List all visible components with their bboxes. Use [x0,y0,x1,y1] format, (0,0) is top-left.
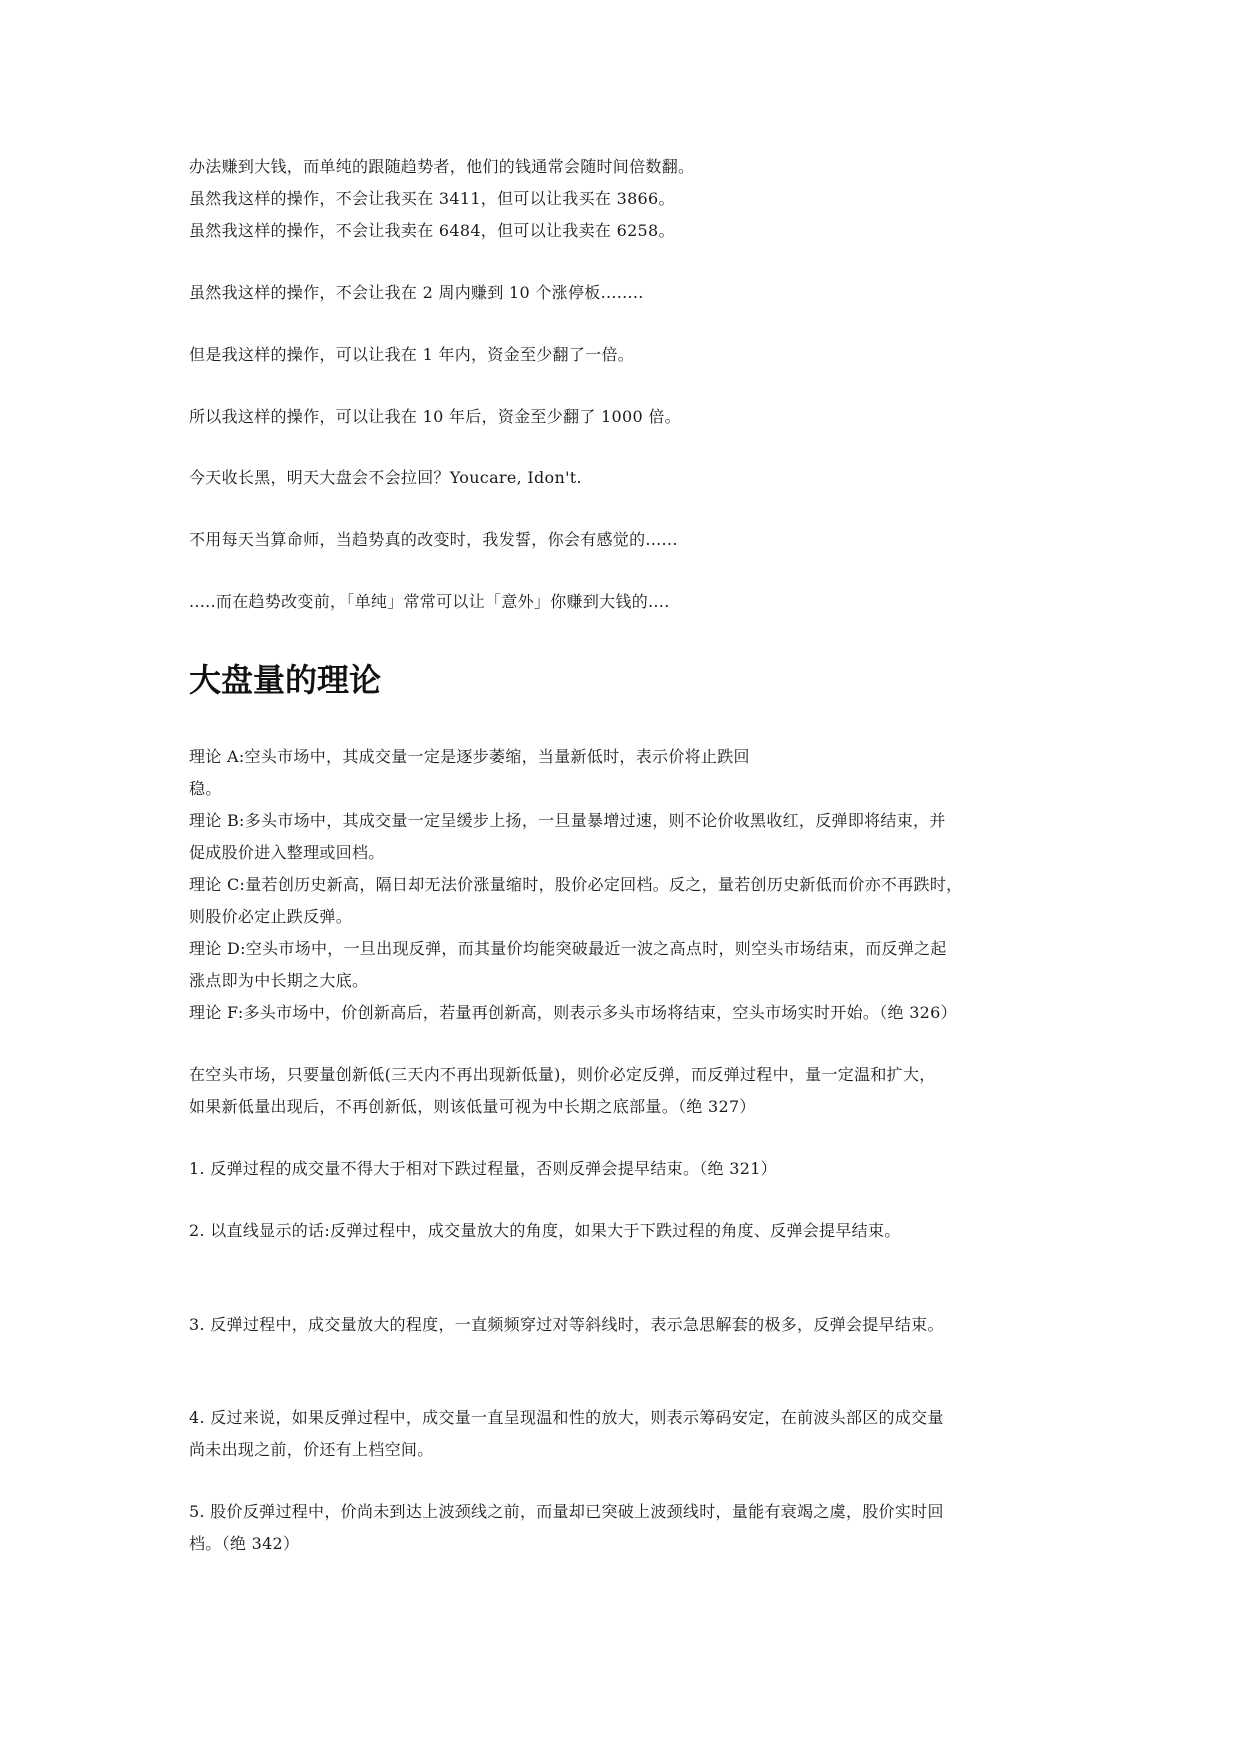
theory-c-line-2: 则股价必定止跌反弹。 [189,907,353,926]
intro-line-9: .....而在趋势改变前，「单纯」常常可以让「意外」你赚到大钱的.... [189,592,670,611]
theory-a-line-1: 理论 A:空头市场中，其成交量一定是逐步萎缩，当量新低时，表示价将止跌回 [189,747,750,766]
theory-b-line-2: 促成股价进入整理或回档。 [189,843,385,862]
intro-line-1: 办法赚到大钱，而单纯的跟随趋势者，他们的钱通常会随时间倍数翻。 [189,157,695,176]
point-4-line-2: 尚未出现之前，价还有上档空间。 [189,1440,434,1459]
section-heading: 大盘量的理论 [189,661,382,699]
intro-line-7: 今天收长黑，明天大盘会不会拉回？Youcare, Idon't. [189,468,582,487]
point-5-line-1: 5. 股价反弹过程中，价尚未到达上波颈线之前，而量却已突破上波颈线时，量能有衰竭之虞，股价实时回 [189,1502,944,1521]
theory-a-line-2: 稳。 [189,779,222,798]
intro-line-8: 不用每天当算命师，当趋势真的改变时，我发誓，你会有感觉的...... [189,530,678,549]
theory-f-line-1: 理论 F:多头市场中，价创新高后，若量再创新高，则表示多头市场将结束，空头市场实时开始。（绝 326） [189,1003,957,1022]
point-3: 3. 反弹过程中，成交量放大的程度，一直频频穿过对等斜线时，表示急思解套的极多，反弹会提早结束。 [189,1315,944,1334]
theory-c-line-1: 理论 C:量若创历史新高，隔日却无法价涨量缩时，股价必定回档。反之，量若创历史新低而价亦不再跌时， [189,875,963,894]
bear-market-line-1: 在空头市场，只要量创新低(三天内不再出现新低量)，则价必定反弹，而反弹过程中，量一定温和扩大， [189,1065,936,1084]
intro-line-3: 虽然我这样的操作，不会让我卖在 6484，但可以让我卖在 6258。 [189,221,675,240]
point-2: 2. 以直线显示的话:反弹过程中，成交量放大的角度，如果大于下跌过程的角度、反弹会提早结束。 [189,1221,901,1240]
point-1: 1. 反弹过程的成交量不得大于相对下跌过程量，否则反弹会提早结束。（绝 321） [189,1159,777,1178]
point-4-line-1: 4. 反过来说，如果反弹过程中，成交量一直呈现温和性的放大，则表示筹码安定，在前波头部区的成交量 [189,1408,944,1427]
intro-line-5: 但是我这样的操作，可以让我在 1 年内，资金至少翻了一倍。 [189,345,635,364]
bear-market-line-2: 如果新低量出现后，不再创新低，则该低量可视为中长期之底部量。（绝 327） [189,1097,756,1116]
theory-d-line-1: 理论 D:空头市场中，一旦出现反弹，而其量价均能突破最近一波之高点时，则空头市场结束，而反弹之起 [189,939,947,958]
intro-line-6: 所以我这样的操作，可以让我在 10 年后，资金至少翻了 1000 倍。 [189,407,681,426]
point-5-line-2: 档。（绝 342） [189,1534,300,1553]
intro-line-2: 虽然我这样的操作，不会让我买在 3411，但可以让我买在 3866。 [189,189,675,208]
intro-line-4: 虽然我这样的操作，不会让我在 2 周内赚到 10 个涨停板........ [189,283,644,302]
theory-d-line-2: 涨点即为中长期之大底。 [189,971,369,990]
theory-b-line-1: 理论 B:多头市场中，其成交量一定呈缓步上扬，一旦量暴增过速，则不论价收黑收红，反弹即将结束，并 [189,811,946,830]
